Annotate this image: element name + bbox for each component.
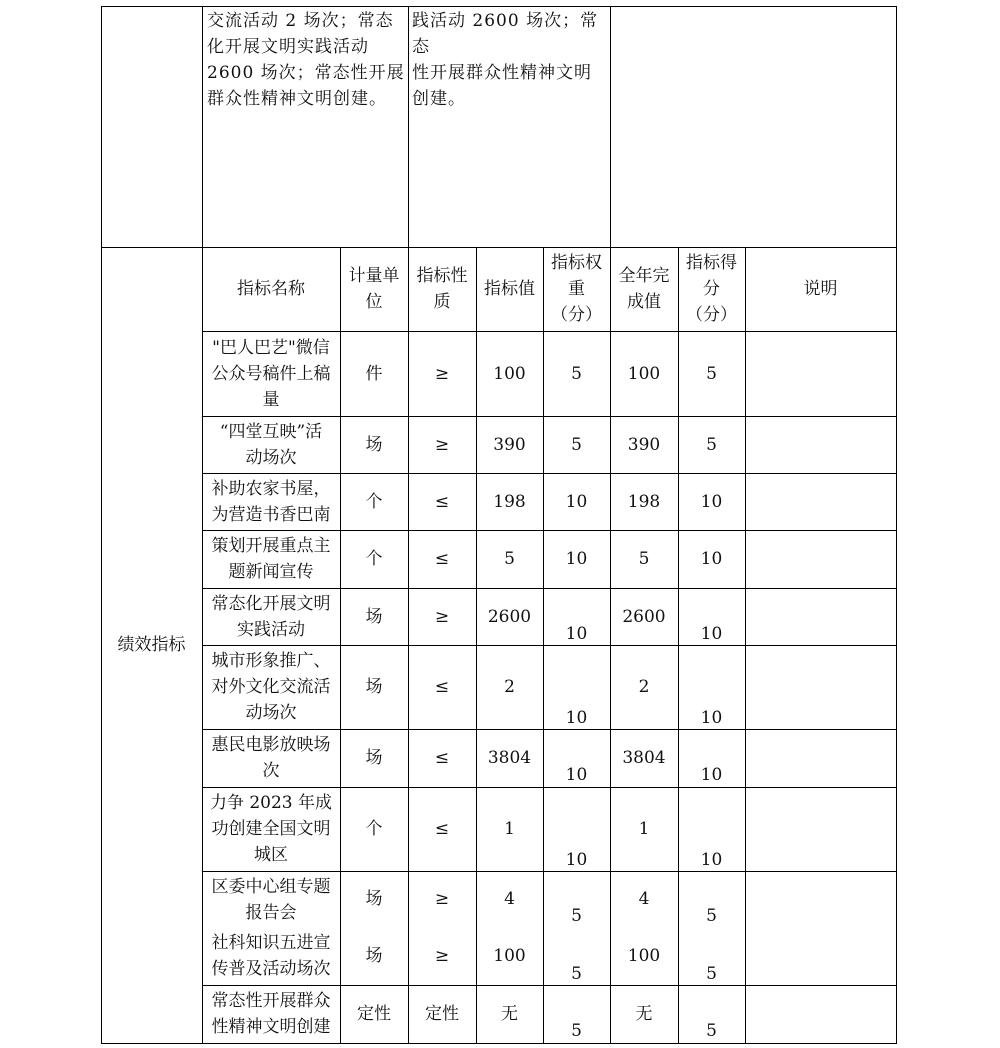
metric-complete: 100 — [627, 946, 661, 966]
metric-weight: 10 — [565, 492, 588, 512]
metric-weight: 5 — [571, 364, 582, 384]
metric-value: 100 — [493, 364, 526, 384]
metric-unit: 件 — [365, 364, 383, 384]
metric-score: 10 — [700, 708, 723, 728]
metric-weight: 10 — [565, 624, 588, 644]
top-col3-text: 践活动 2600 场次；常态 性开展群众性精神文明 创建。 — [412, 11, 599, 109]
metric-weight: 5 — [571, 964, 582, 984]
metric-score: 5 — [706, 1021, 717, 1041]
header-name: 指标名称 — [237, 279, 305, 299]
metric-value: 390 — [493, 435, 526, 455]
metric-score: 5 — [706, 906, 717, 926]
metric-score: 5 — [706, 964, 717, 984]
metric-nature: 定性 — [425, 1004, 459, 1024]
metric-unit: 场 — [365, 607, 383, 627]
metric-weight: 5 — [571, 435, 582, 455]
metric-nature: ≥ — [434, 364, 450, 384]
metric-unit: 场 — [365, 677, 383, 697]
metric-name: 城市形象推广、 对外文化交流活 动场次 — [211, 651, 331, 723]
metric-score: 10 — [700, 492, 723, 512]
metric-weight: 10 — [565, 708, 588, 728]
metric-nature: ≤ — [434, 748, 450, 768]
metric-name: 常态性开展群众 性精神文明创建 — [211, 991, 331, 1037]
metric-unit: 个 — [365, 549, 383, 569]
metric-name: 常态化开展文明 实践活动 — [211, 594, 331, 640]
metric-value: 3804 — [487, 748, 532, 768]
metric-complete: 1 — [638, 819, 650, 839]
header-note: 说明 — [803, 279, 838, 299]
metric-unit: 场 — [365, 889, 383, 909]
metric-complete: 2 — [638, 677, 650, 697]
metric-weight: 10 — [565, 765, 588, 785]
metric-nature: ≥ — [434, 435, 450, 455]
metric-weight: 5 — [571, 1021, 582, 1041]
metric-name: “四堂互映”活 动场次 — [219, 422, 323, 468]
metric-unit: 场 — [365, 748, 383, 768]
metric-weight: 10 — [565, 850, 588, 870]
metric-complete: 4 — [638, 889, 650, 909]
metric-unit: 个 — [365, 819, 383, 839]
metric-nature: ≥ — [434, 946, 450, 966]
metric-score: 5 — [706, 435, 717, 455]
metric-name: 惠民电影放映场 次 — [211, 735, 331, 781]
metric-score: 10 — [700, 850, 723, 870]
metric-nature: ≤ — [434, 677, 450, 697]
metric-complete: 2600 — [622, 607, 666, 627]
metric-nature: ≤ — [434, 549, 450, 569]
metric-value: 无 — [501, 1004, 518, 1024]
metric-complete: 390 — [627, 435, 661, 455]
header-value: 指标值 — [484, 279, 535, 299]
metric-nature: ≥ — [434, 889, 450, 909]
metric-complete: 无 — [635, 1004, 653, 1024]
header-complete: 全年完 成值 — [618, 266, 670, 312]
metric-name: "巴人巴艺"微信 公众号稿件上稿 量 — [211, 338, 331, 410]
metric-nature: ≤ — [434, 819, 450, 839]
metric-score: 5 — [706, 364, 717, 384]
metric-name: 区委中心组专题 报告会 — [211, 877, 331, 923]
metric-unit: 个 — [365, 492, 383, 512]
metric-unit: 场 — [365, 946, 383, 966]
section-label: 绩效指标 — [117, 635, 186, 655]
metric-complete: 198 — [627, 492, 661, 512]
metric-complete: 3804 — [622, 748, 666, 768]
metric-unit: 场 — [365, 435, 383, 455]
metric-value: 198 — [493, 492, 526, 512]
top-col2-text: 交流活动 2 场次；常态 化开展文明实践活动 2600 场次；常态性开展 群众性精神文明创建。 — [207, 11, 405, 109]
metric-score: 10 — [700, 549, 723, 569]
metric-complete: 5 — [638, 549, 650, 569]
header-unit: 计量单 位 — [348, 266, 400, 312]
metric-name: 策划开展重点主 题新闻宣传 — [211, 536, 331, 582]
metric-nature: ≥ — [434, 607, 450, 627]
metric-score: 10 — [700, 624, 723, 644]
metric-value: 2 — [504, 677, 515, 697]
header-nature: 指标性 质 — [416, 266, 468, 312]
metric-complete: 100 — [627, 364, 661, 384]
metric-weight: 10 — [565, 549, 588, 569]
header-score: 指标得 分 （分） — [686, 253, 737, 325]
header-weight: 指标权 重 （分） — [551, 253, 602, 325]
metric-value: 100 — [493, 946, 526, 966]
metric-name: 补助农家书屋， 为营造书香巴南 — [211, 479, 331, 525]
metric-name: 社科知识五进宣 传普及活动场次 — [211, 933, 331, 979]
metric-weight: 5 — [571, 906, 582, 926]
metric-value: 2600 — [487, 607, 532, 627]
metric-nature: ≤ — [434, 492, 450, 512]
metric-name: 力争 2023 年成 功创建全国文明 城区 — [209, 793, 333, 865]
metric-value: 1 — [504, 819, 515, 839]
metric-score: 10 — [700, 765, 723, 785]
metric-value: 4 — [504, 889, 515, 909]
metric-unit: 定性 — [357, 1004, 391, 1024]
metric-value: 5 — [504, 549, 515, 569]
